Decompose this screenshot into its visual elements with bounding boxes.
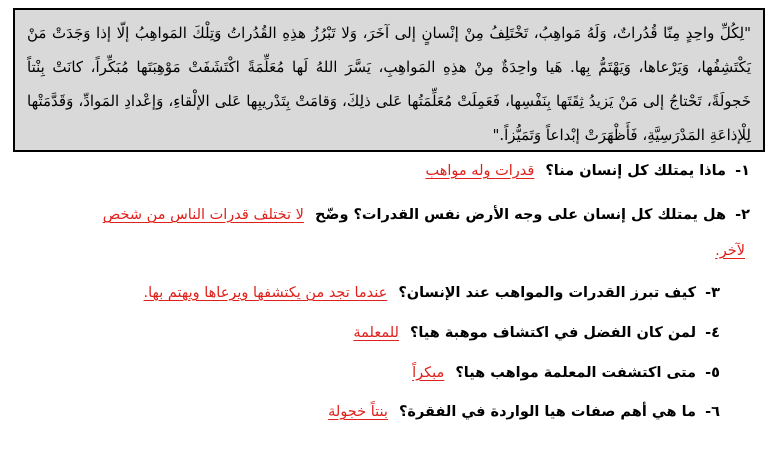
question-2-answer-continuation	[715, 236, 745, 266]
answer-text-continued: لآخر.	[715, 243, 745, 259]
question-text: كيف تبرز القدرات والمواهب عند الإنسان؟	[398, 285, 697, 301]
answer-text: قدرات وله مواهب	[425, 163, 535, 179]
question-text: لمن كان الفضل في اكتشاف موهبة هيا؟	[410, 325, 697, 341]
answer-text: مبكراً	[412, 365, 445, 381]
passage-text: "لِكُلِّ واحِدٍ مِنّا قُدُراتٌ، وَلَهُ مَواهِبُ، تَخْتَلِفُ مِنْ إنْسانٍ إلى آخَرَ، وَلا تَبْرُزُ هذِهِ القُدُراتُ وَتِلْكَ المَواهِبُ إلّا إذا وَجَدَتْ مَنْ يَكْتَشِفُها، وَيَرْعاها، وَيَهْتَمُّ بِها. هَيا واحِدَةٌ مِنْ هذِهِ المَواهِبِ، يَسَّرَ اللهُ لَها مُعَلِّمَةً اكْتَشَفَتْ مَوْهِبَتَها مُبَكِّراً، كانَتْ بِنْتاً خَجولَةً، تَحْتاجُ إلى مَنْ يَزيدُ ثِقَتَها بِنَفْسِها، فَعَمِلَتْ مُعَلِّمَتُها عَلى ذلِكَ، وَقامَتْ بِتَدْريبِها عَلى الإلْقاءِ، وَإعْدادِ المَوادِّ، وَقَدَّمَتْها لِلْإذاعَةِ المَدْرَسِيَّةِ، فَأَظْهَرَتْ إبْداعاً وَتَمَيُّزاً."	[27, 24, 751, 144]
question-number: ٤-	[705, 325, 720, 341]
question-number: ٦-	[705, 404, 720, 420]
question-text: هل يمتلك كل إنسان على وجه الأرض نفس القدرات؟ وضّح	[314, 207, 727, 223]
question-text: ما هي أهم صفات هيا الواردة في الفقرة؟	[399, 404, 697, 420]
question-number: ٥-	[705, 365, 720, 381]
question-2	[103, 200, 750, 230]
question-3	[144, 278, 720, 308]
answer-text: للمعلمة	[353, 325, 399, 341]
question-text: متى اكتشفت المعلمة مواهب هيا؟	[455, 365, 697, 381]
question-4	[353, 318, 720, 348]
question-6	[328, 397, 720, 427]
answer-text: لا تختلف قدرات الناس من شخص	[102, 207, 304, 223]
reading-passage-box	[13, 8, 765, 152]
question-1	[426, 156, 750, 186]
question-number: ٣-	[705, 285, 720, 301]
answer-text: بنتاً خجولة	[328, 404, 388, 420]
question-number: ١-	[735, 163, 750, 179]
question-number: ٢-	[735, 207, 750, 223]
answer-text: عندما تجد من يكتشفها ويرعاها ويهتم بها.	[143, 285, 388, 301]
question-5	[412, 358, 720, 388]
question-text: ماذا يمتلك كل إنسان منا؟	[545, 163, 727, 179]
